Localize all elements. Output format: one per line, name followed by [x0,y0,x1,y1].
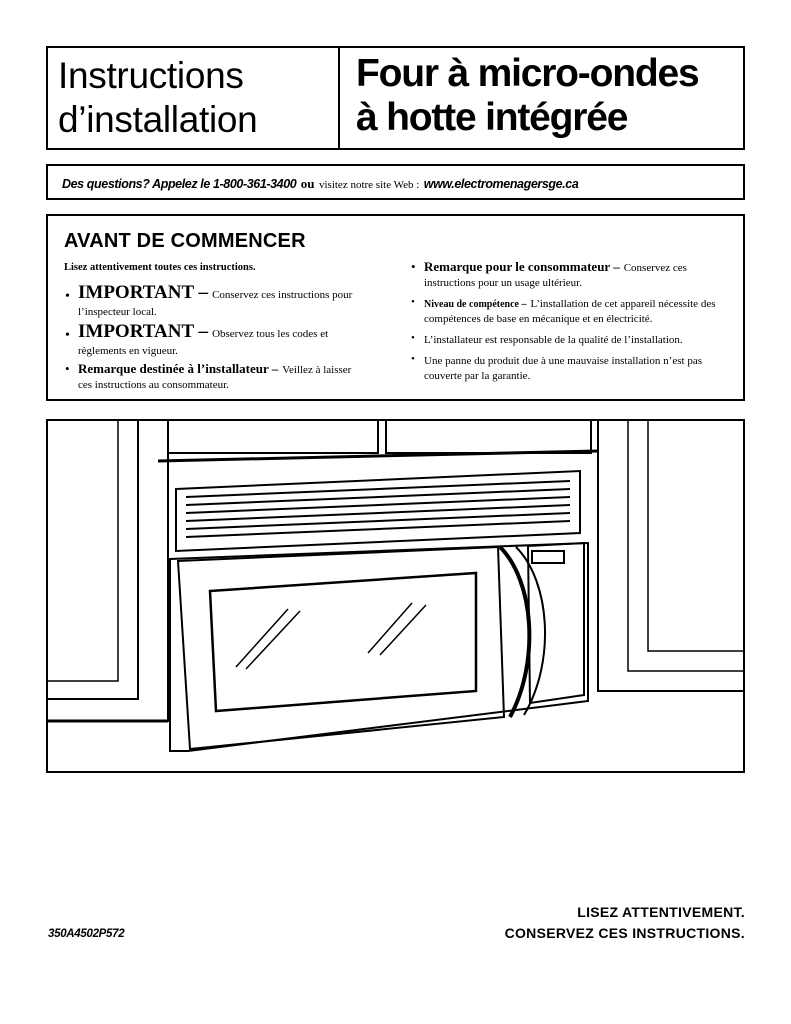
installation-title-line-2: d’installation [58,99,258,140]
questions-banner [46,164,745,200]
product-title-line-2: à hotte intégrée [356,96,628,139]
left-cabinet-panel [48,421,118,681]
item-text: Une panne du produit due à une mauvaise installation n’est pas couverte par la garantie. [424,355,702,382]
installation-title [48,48,340,148]
read-carefully-line: LISEZ ATTENTIVEMENT. [577,904,745,920]
door-window [210,573,476,711]
item-text: L’installateur est responsable de la qualité de l’installation. [424,334,683,346]
microwave-body [170,543,588,751]
ou-text: ou [300,176,315,191]
installation-title-line-1: Instructions [58,55,244,96]
grille-slats [186,481,570,537]
list-item [64,362,362,392]
bullet: • [65,328,70,343]
left-cabinet-outer [48,421,168,721]
bullet: • [411,353,415,365]
microwave-door [178,547,504,749]
list-item [410,353,740,383]
right-cabinet-door [628,421,743,671]
display-window [532,551,564,563]
visit-text: visitez notre site Web : [318,179,420,191]
item-text: Veillez à laisser ces instructions au consommateur. [78,364,352,391]
list-item [410,332,740,347]
microwave-drawing [48,421,743,771]
save-instructions-line: CONSERVEZ CES INSTRUCTIONS. [504,925,745,941]
read-carefully-note [505,902,745,944]
product-title [340,48,743,148]
bullet: • [65,361,70,376]
item-text: L’installation de cet appareil nécessite des compétences de base en mécanique et en électricité. [424,298,716,325]
avant-de-commencer-box [46,214,745,401]
control-panel [528,543,584,703]
item-bold: Niveau de compétence – [424,299,527,310]
title-box [46,46,745,150]
product-title-line-1: Four à micro-ondes [356,52,699,95]
upper-cabinet-left [168,421,378,453]
right-cabinet-panel [648,421,743,651]
item-bold: Remarque pour le consommateur – [424,259,620,274]
item-bold: Remarque destinée à l’installateur – [78,361,279,376]
right-column [410,260,740,383]
upper-cabinet-right [386,421,591,453]
bullet: • [411,332,415,344]
item-text: Observez tous les codes et règlements en vigueur. [78,328,329,357]
list-item [64,321,362,358]
list-item [410,260,740,290]
bullet: • [411,296,415,308]
left-cabinet-door [48,421,138,699]
door-handle [500,547,529,717]
item-text: Conservez ces instructions pour un usage ultérieur. [424,262,687,289]
section-intro: Lisez attentivement toutes ces instructions. [64,262,256,273]
phone-question: Des questions? Appelez le 1-800-361-3400 [62,177,297,191]
item-text: Conservez ces instructions pour l’inspecteur local. [78,289,353,318]
item-bold: IMPORTANT – [78,321,209,342]
left-column [64,282,362,392]
microwave-illustration [46,419,745,773]
bullet: • [411,259,416,274]
item-bold: IMPORTANT – [78,282,209,303]
bullet: • [65,289,70,304]
list-item [64,282,362,319]
website-link[interactable]: www.electromenagersge.ca [423,177,579,191]
section-heading: AVANT DE COMMENCER [64,230,306,252]
part-number: 350A4502P572 [48,928,125,940]
list-item [410,296,740,326]
